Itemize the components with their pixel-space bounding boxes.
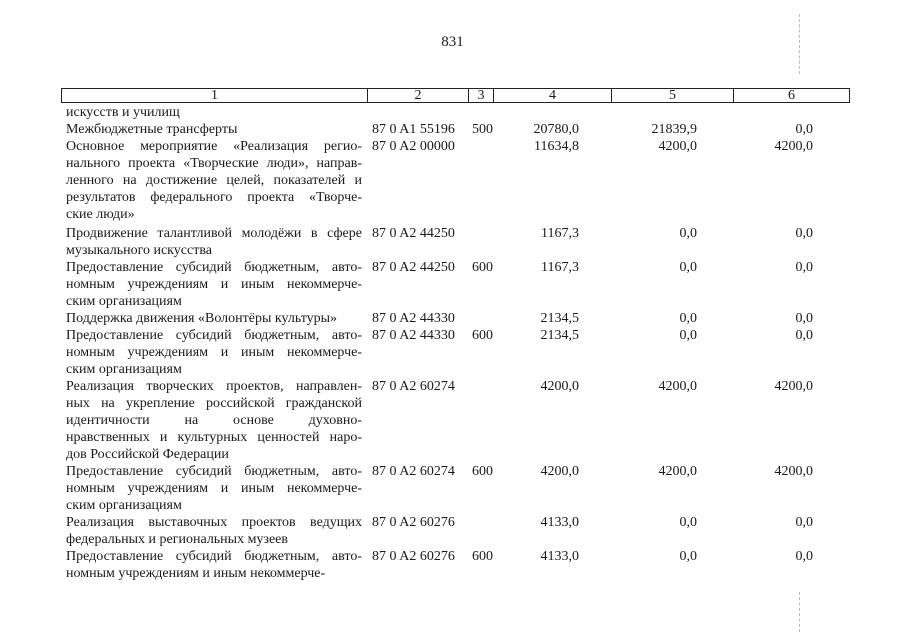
program-code: 87 0 A1 55196 [372, 122, 455, 137]
item-name-line: Предоставление субсидий бюджетным, авто- [66, 549, 362, 564]
value-col-5: 4200,0 [658, 139, 697, 154]
column-header-table [61, 88, 850, 103]
item-name-line: Предоставление субсидий бюджетным, авто- [66, 260, 362, 275]
item-name-line: музыкального искусства [66, 243, 212, 258]
item-name [66, 104, 362, 121]
value-col-6: 0,0 [795, 515, 813, 530]
value-col-6: 0,0 [795, 122, 813, 137]
item-name-line: Основное мероприятие «Реализация регио- [66, 139, 362, 154]
item-name [66, 310, 362, 327]
item-name-line: номным учреждениям и иным некоммерче- [66, 345, 362, 360]
item-name-line: ские люди» [66, 207, 135, 222]
scan-artifact-line [799, 14, 800, 74]
value-col-5: 0,0 [679, 515, 697, 530]
item-name-line: результатов федерального проекта «Творче- [66, 190, 362, 205]
table-row [0, 121, 905, 138]
budget-table-body [0, 104, 905, 582]
program-code: 87 0 A2 44250 [372, 260, 455, 275]
value-col-6: 0,0 [795, 328, 813, 343]
item-name-line: нального проекта «Творческие люди», направ- [66, 156, 362, 171]
value-col-5: 21839,9 [651, 122, 697, 137]
table-row [0, 225, 905, 259]
program-code: 87 0 A2 44330 [372, 311, 455, 326]
value-col-4: 4200,0 [540, 379, 579, 394]
table-row [0, 378, 905, 463]
value-col-5: 4200,0 [658, 464, 697, 479]
value-col-5: 0,0 [679, 260, 697, 275]
item-name-line: дов Российской Федерации [66, 447, 229, 462]
item-name-line: номным учреждениям и иным некоммерче- [66, 277, 362, 292]
column-header: 1 [62, 89, 368, 103]
value-col-4: 20780,0 [533, 122, 579, 137]
expense-type: 600 [472, 328, 493, 343]
item-name-line: искусств и училищ [66, 105, 180, 120]
table-row [0, 514, 905, 548]
item-name [66, 121, 362, 138]
program-code: 87 0 A2 60276 [372, 549, 455, 564]
expense-type: 600 [472, 260, 493, 275]
value-col-5: 0,0 [679, 226, 697, 241]
item-name-line: Продвижение талантливой молодёжи в сфере [66, 226, 362, 241]
value-col-5: 0,0 [679, 311, 697, 326]
item-name [66, 259, 362, 310]
table-row [0, 104, 905, 121]
table-row [0, 259, 905, 310]
item-name [66, 514, 362, 548]
value-col-4: 2134,5 [540, 328, 579, 343]
value-col-5: 4200,0 [658, 379, 697, 394]
program-code: 87 0 A2 44250 [372, 226, 455, 241]
page-number: 831 [441, 34, 464, 50]
item-name-line: нравственных и культурных ценностей наро- [66, 430, 362, 445]
program-code: 87 0 A2 60274 [372, 464, 455, 479]
column-header: 2 [368, 89, 469, 103]
expense-type: 600 [472, 549, 493, 564]
value-col-6: 4200,0 [774, 464, 813, 479]
program-code: 87 0 A2 00000 [372, 139, 455, 154]
item-name [66, 138, 362, 223]
value-col-4: 1167,3 [541, 226, 579, 241]
value-col-5: 0,0 [679, 328, 697, 343]
item-name [66, 225, 362, 259]
expense-type: 600 [472, 464, 493, 479]
item-name-line: ским организациям [66, 294, 182, 309]
value-col-6: 0,0 [795, 260, 813, 275]
item-name [66, 463, 362, 514]
item-name-line: Предоставление субсидий бюджетным, авто- [66, 328, 362, 343]
table-row [0, 138, 905, 223]
value-col-5: 0,0 [679, 549, 697, 564]
expense-type: 500 [472, 122, 493, 137]
value-col-6: 0,0 [795, 311, 813, 326]
column-header: 4 [494, 89, 612, 103]
value-col-6: 0,0 [795, 226, 813, 241]
program-code: 87 0 A2 44330 [372, 328, 455, 343]
value-col-4: 1167,3 [541, 260, 579, 275]
value-col-4: 11634,8 [534, 139, 579, 154]
value-col-6: 0,0 [795, 549, 813, 564]
value-col-6: 4200,0 [774, 139, 813, 154]
item-name-line: Реализация выставочных проектов ведущих [66, 515, 362, 530]
column-header: 6 [734, 89, 850, 103]
item-name-line: Предоставление субсидий бюджетным, авто- [66, 464, 362, 479]
item-name-line: номным учреждениям и иным некоммерче- [66, 566, 326, 581]
value-col-4: 4133,0 [540, 549, 579, 564]
item-name-line: Поддержка движения «Волонтёры культуры» [66, 311, 338, 326]
item-name [66, 327, 362, 378]
table-row [0, 548, 905, 582]
item-name-line: номным учреждениям и иным некоммерче- [66, 481, 362, 496]
item-name-line: идентичности на основе духовно- [66, 413, 362, 428]
column-header: 3 [469, 89, 494, 103]
item-name-line: Межбюджетные трансферты [66, 122, 238, 137]
item-name-line: ским организациям [66, 362, 182, 377]
item-name [66, 378, 362, 463]
column-header: 5 [612, 89, 734, 103]
item-name-line: ленного на достижение целей, показателей и [66, 173, 362, 188]
table-row [0, 463, 905, 514]
value-col-4: 4200,0 [540, 464, 579, 479]
item-name-line: федеральных и региональных музеев [66, 532, 289, 547]
item-name [66, 548, 362, 582]
item-name-line: ных на укрепление российской гражданской [66, 396, 362, 411]
table-row [0, 327, 905, 378]
value-col-6: 4200,0 [774, 379, 813, 394]
value-col-4: 4133,0 [540, 515, 579, 530]
item-name-line: ским организациям [66, 498, 182, 513]
table-row [0, 310, 905, 327]
column-header-row [62, 89, 850, 103]
scan-artifact-line [799, 592, 800, 632]
value-col-4: 2134,5 [540, 311, 579, 326]
program-code: 87 0 A2 60276 [372, 515, 455, 530]
item-name-line: Реализация творческих проектов, направлен- [66, 379, 362, 394]
program-code: 87 0 A2 60274 [372, 379, 455, 394]
